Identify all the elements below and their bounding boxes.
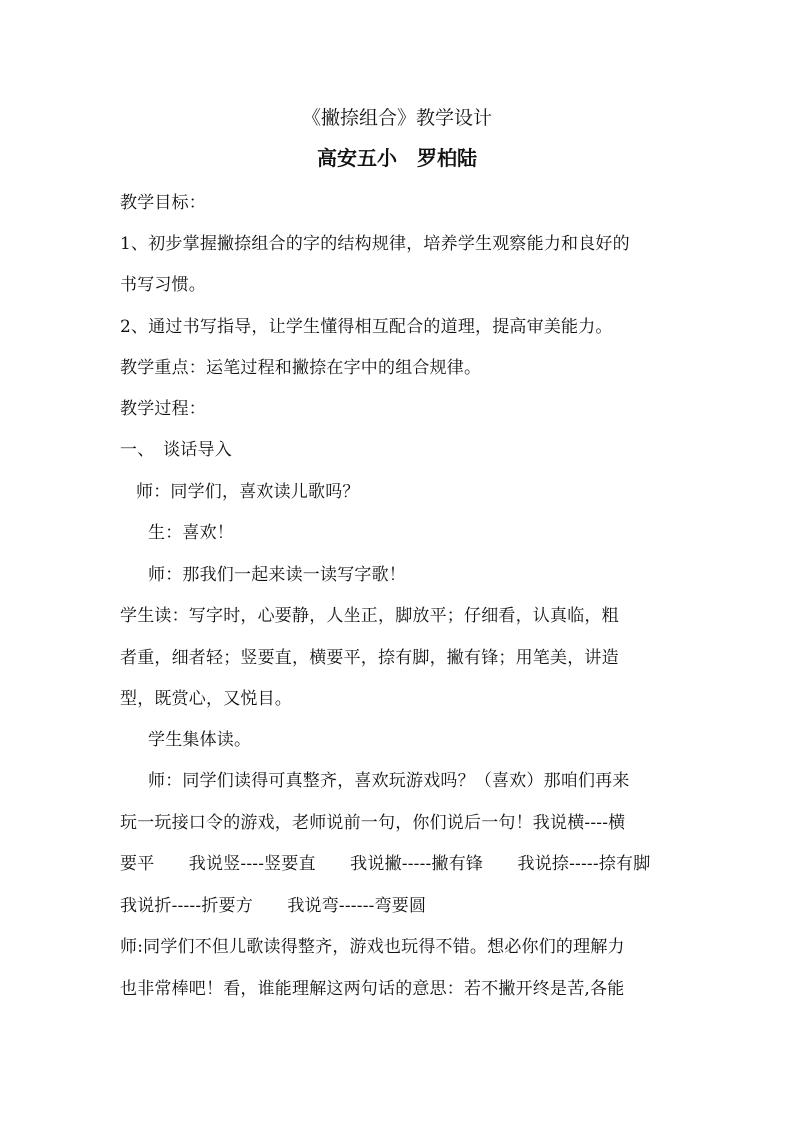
paragraph-line: 1、初步掌握撇捺组合的字的结构规律，培养学生观察能力和良好的 <box>120 234 630 254</box>
paragraph-line: 型，既赏心，又悦目。 <box>120 689 292 709</box>
paragraph-line: 我说折-----折要方 我说弯------弯要圆 <box>120 896 427 916</box>
paragraph-line: 2、通过书写指导，让学生懂得相互配合的道理，提高审美能力。 <box>120 317 613 337</box>
dialogue-line: 师：那我们一起来读一读写字歌！ <box>148 565 406 585</box>
section-heading-intro: 一、 谈话导入 <box>120 440 232 460</box>
paragraph-line: 者重，细者轻；竖要直，横要平，捺有脚，撇有锋；用笔美，讲造 <box>120 648 619 668</box>
dialogue-line: 生：喜欢！ <box>148 523 234 543</box>
section-heading-process: 教学过程： <box>120 399 206 419</box>
paragraph-line: 师:同学们不但儿歌读得整齐，游戏也玩得不错。想必你们的理解力 <box>120 937 625 957</box>
paragraph-line: 教学重点：运笔过程和撇捺在字中的组合规律。 <box>120 358 482 378</box>
paragraph-line: 书写习惯。 <box>120 275 206 295</box>
paragraph-line: 学生集体读。 <box>148 730 252 750</box>
dialogue-line: 师：同学们，喜欢读儿歌吗？ <box>136 482 360 502</box>
document-title: 《撇捺组合》教学设计 <box>301 107 492 129</box>
paragraph-line: 玩一玩接口令的游戏，老师说前一句，你们说后一句！我说横----横 <box>120 813 626 833</box>
paragraph-line: 也非常棒吧！看，谁能理解这两句话的意思：若不撇开终是苦,各能 <box>120 979 625 999</box>
dialogue-line: 师：同学们读得可真整齐，喜欢玩游戏吗？（喜欢）那咱们再来 <box>148 771 630 791</box>
section-heading-objectives: 教学目标： <box>120 193 206 213</box>
paragraph-line: 要平 我说竖----竖要直 我说撇-----撇有锋 我说捺-----捺有脚 <box>120 854 651 874</box>
paragraph-line: 学生读：写字时，心要静，人坐正，脚放平；仔细看，认真临，粗 <box>120 606 619 626</box>
document-subtitle: 高安五小 罗柏陆 <box>317 146 477 170</box>
